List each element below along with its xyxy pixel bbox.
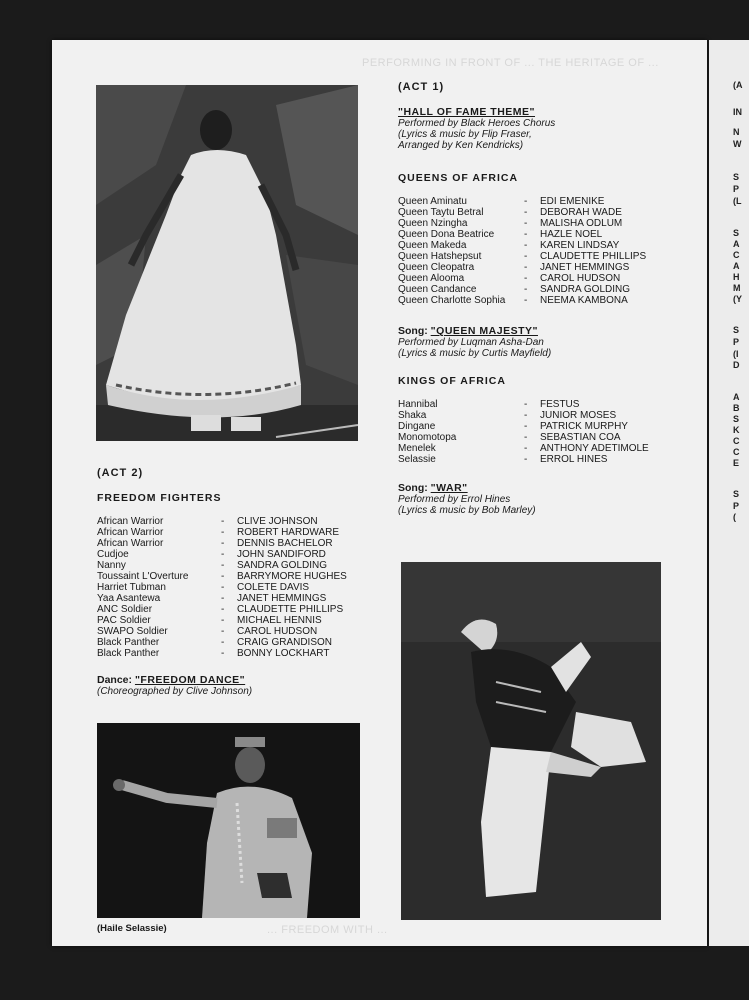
dancer-photo: [401, 562, 661, 920]
cast-dash: -: [524, 196, 528, 207]
edge-letter: C: [733, 447, 740, 457]
edge-letter: S: [733, 414, 740, 424]
edge-letter: S: [733, 172, 740, 182]
edge-letter: C: [733, 436, 740, 446]
cast-actor: HAZLE NOEL: [540, 229, 603, 240]
cast-actor: CAROL HUDSON: [237, 626, 318, 637]
freedom-dance-credit: (Choreographed by Clive Johnson): [97, 686, 253, 697]
queen-majesty-line: [398, 326, 688, 337]
queen-majesty-performed: Performed by Luqman Asha-Dan: [398, 337, 544, 348]
freedom-fighters-cast-list: [97, 516, 377, 659]
cast-row: [398, 295, 688, 306]
kings-heading: KINGS OF AFRICA: [398, 375, 506, 387]
cast-role: Hannibal: [398, 399, 438, 410]
queens-heading: QUEENS OF AFRICA: [398, 172, 519, 184]
cast-dash: -: [524, 410, 528, 421]
kings-cast-list: [398, 399, 688, 465]
cast-row: [398, 196, 688, 207]
cast-dash: -: [524, 207, 528, 218]
dance-prefix: Dance:: [97, 674, 135, 686]
cast-actor: ROBERT HARDWARE: [237, 527, 340, 538]
song-prefix: Song:: [398, 325, 431, 337]
edge-letter: B: [733, 403, 740, 413]
cast-role: African Warrior: [97, 538, 164, 549]
freedom-dance-block: [97, 675, 377, 697]
cast-row: [398, 207, 688, 218]
header-ghost-text: PERFORMING IN FRONT OF ... THE HERITAGE OF ...: [362, 57, 659, 69]
cast-dash: -: [524, 273, 528, 284]
queen-majesty-title: "QUEEN MAJESTY": [430, 325, 538, 337]
edge-letter: S: [733, 228, 740, 238]
cast-actor: SANDRA GOLDING: [237, 560, 328, 571]
cast-row: [97, 582, 377, 593]
cast-row: [97, 549, 377, 560]
edge-letter: K: [733, 425, 740, 435]
cast-row: [398, 262, 688, 273]
cast-row: [398, 240, 688, 251]
cast-actor: SANDRA GOLDING: [540, 284, 631, 295]
cast-actor: DEBORAH WADE: [540, 207, 622, 218]
cast-actor: BARRYMORE HUGHES: [237, 571, 347, 582]
cast-actor: COLETE DAVIS: [237, 582, 310, 593]
cast-dash: -: [221, 637, 225, 648]
cast-role: Nanny: [97, 560, 126, 571]
edge-letter: C: [733, 250, 740, 260]
edge-letter: P: [733, 501, 740, 511]
cast-role: ANC Soldier: [97, 604, 153, 615]
cast-dash: -: [524, 262, 528, 273]
edge-letter: N: [733, 127, 740, 137]
edge-letter: P: [733, 337, 740, 347]
cast-role: Shaka: [398, 410, 427, 421]
edge-letter: W: [733, 139, 742, 149]
cast-row: [398, 251, 688, 262]
cast-actor: SEBASTIAN COA: [540, 432, 621, 443]
edge-letter: (I: [733, 349, 739, 359]
act1-heading: (ACT 1): [398, 81, 445, 93]
cast-role: Queen Aminatu: [398, 196, 467, 207]
war-performed: Performed by Errol Hines: [398, 494, 511, 505]
cast-role: Queen Dona Beatrice: [398, 229, 495, 240]
cast-actor: BONNY LOCKHART: [237, 648, 330, 659]
cast-dash: -: [524, 295, 528, 306]
cast-row: [398, 399, 688, 410]
cast-dash: -: [524, 229, 528, 240]
edge-letter: P: [733, 184, 740, 194]
cast-dash: -: [221, 582, 225, 593]
program-page: [52, 40, 707, 946]
war-credit: (Lyrics & music by Bob Marley): [398, 505, 536, 516]
cast-role: Queen Alooma: [398, 273, 465, 284]
cast-dash: -: [221, 648, 225, 659]
cast-row: [398, 218, 688, 229]
cast-row: [97, 648, 377, 659]
hall-of-fame-title: "HALL OF FAME THEME": [398, 106, 536, 118]
edge-letter: (: [733, 512, 736, 522]
cast-role: PAC Soldier: [97, 615, 151, 626]
cast-dash: -: [524, 443, 528, 454]
act1-column: [398, 82, 688, 516]
cast-role: Queen Charlotte Sophia: [398, 295, 506, 306]
edge-letter: D: [733, 360, 740, 370]
cast-actor: CRAIG GRANDISON: [237, 637, 333, 648]
cast-dash: -: [221, 615, 225, 626]
cast-actor: MALISHA ODLUM: [540, 218, 623, 229]
song-prefix: Song:: [398, 482, 431, 494]
cast-actor: EDI EMENIKE: [540, 196, 605, 207]
cast-actor: ERROL HINES: [540, 454, 608, 465]
hall-of-fame-credit-1: (Lyrics & music by Flip Fraser,: [398, 129, 532, 140]
footer-ghost-text: ... FREEDOM WITH ...: [267, 924, 388, 936]
cast-row: [97, 538, 377, 549]
hall-of-fame-block: [398, 107, 688, 151]
cast-role: SWAPO Soldier: [97, 626, 168, 637]
hall-of-fame-performed: Performed by Black Heroes Chorus: [398, 118, 556, 129]
haile-selassie-photo: [97, 723, 360, 918]
edge-letter: S: [733, 489, 740, 499]
edge-letter: S: [733, 325, 740, 335]
cast-row: [398, 229, 688, 240]
cast-actor: JANET HEMMINGS: [540, 262, 630, 273]
cast-row: [398, 432, 688, 443]
cast-row: [97, 637, 377, 648]
cast-role: Yaa Asantewa: [97, 593, 161, 604]
queens-cast-list: [398, 196, 688, 306]
cast-role: Toussaint L'Overture: [97, 571, 189, 582]
queen-majesty-block: [398, 326, 688, 359]
cast-row: [398, 421, 688, 432]
next-page-edge: [709, 40, 749, 946]
cast-role: Harriet Tubman: [97, 582, 166, 593]
cast-row: [97, 516, 377, 527]
cast-dash: -: [524, 218, 528, 229]
cast-role: Queen Taytu Betral: [398, 207, 484, 218]
edge-letter: (L: [733, 196, 742, 206]
war-line: [398, 483, 688, 494]
cast-role: Cudjoe: [97, 549, 129, 560]
cast-actor: DENNIS BACHELOR: [237, 538, 333, 549]
edge-letter: (Y: [733, 294, 742, 304]
cast-actor: NEEMA KAMBONA: [540, 295, 628, 306]
cast-dash: -: [524, 432, 528, 443]
cast-dash: -: [524, 284, 528, 295]
act2-column: [97, 468, 377, 697]
cast-role: Black Panther: [97, 648, 160, 659]
cast-dash: -: [221, 560, 225, 571]
edge-letter: A: [733, 261, 740, 271]
queen-majesty-credit: (Lyrics & music by Curtis Mayfield): [398, 348, 552, 359]
cast-dash: -: [524, 240, 528, 251]
photo-caption: (Haile Selassie): [97, 923, 167, 934]
cast-row: [97, 571, 377, 582]
war-title: "WAR": [430, 482, 468, 494]
cast-role: Queen Nzingha: [398, 218, 468, 229]
cast-row: [398, 410, 688, 421]
edge-letter: A: [733, 392, 740, 402]
cast-role: Queen Hatshepsut: [398, 251, 482, 262]
cast-role: Dingane: [398, 421, 436, 432]
cast-row: [97, 593, 377, 604]
cast-actor: JANET HEMMINGS: [237, 593, 327, 604]
cast-dash: -: [221, 549, 225, 560]
cast-dash: -: [221, 527, 225, 538]
cast-actor: CLAUDETTE PHILLIPS: [540, 251, 647, 262]
edge-letter: M: [733, 283, 741, 293]
cast-role: African Warrior: [97, 516, 164, 527]
edge-letter: (A: [733, 80, 743, 90]
cast-row: [398, 273, 688, 284]
cast-actor: ANTHONY ADETIMOLE: [540, 443, 649, 454]
cast-row: [97, 560, 377, 571]
queen-photo: [96, 85, 358, 441]
cast-row: [97, 527, 377, 538]
cast-row: [398, 443, 688, 454]
freedom-dance-line: [97, 675, 377, 686]
cast-role: African Warrior: [97, 527, 164, 538]
cast-role: Black Panther: [97, 637, 160, 648]
cast-dash: -: [221, 516, 225, 527]
edge-letter: E: [733, 458, 740, 468]
war-block: [398, 483, 688, 516]
cast-dash: -: [524, 421, 528, 432]
freedom-fighters-heading: FREEDOM FIGHTERS: [97, 492, 222, 504]
cast-row: [97, 615, 377, 626]
cast-role: Queen Makeda: [398, 240, 467, 251]
cast-actor: KAREN LINDSAY: [540, 240, 620, 251]
edge-letter: H: [733, 272, 740, 282]
cast-role: Monomotopa: [398, 432, 457, 443]
act2-heading: (ACT 2): [97, 467, 144, 479]
cast-actor: CAROL HUDSON: [540, 273, 621, 284]
cast-role: Menelek: [398, 443, 436, 454]
cast-dash: -: [524, 251, 528, 262]
cast-actor: PATRICK MURPHY: [540, 421, 628, 432]
cast-role: Selassie: [398, 454, 436, 465]
freedom-dance-title: "FREEDOM DANCE": [134, 674, 246, 686]
edge-letter: A: [733, 239, 740, 249]
cast-actor: CLIVE JOHNSON: [237, 516, 318, 527]
cast-dash: -: [524, 454, 528, 465]
cast-actor: JOHN SANDIFORD: [237, 549, 326, 560]
cast-row: [97, 626, 377, 637]
cast-row: [398, 284, 688, 295]
cast-actor: FESTUS: [540, 399, 580, 410]
cast-dash: -: [221, 593, 225, 604]
cast-dash: -: [221, 571, 225, 582]
cast-dash: -: [221, 626, 225, 637]
cast-row: [97, 604, 377, 615]
cast-role: Queen Candance: [398, 284, 477, 295]
hall-of-fame-credit-2: Arranged by Ken Kendricks): [398, 140, 524, 151]
cast-role: Queen Cleopatra: [398, 262, 475, 273]
cast-actor: CLAUDETTE PHILLIPS: [237, 604, 344, 615]
cast-dash: -: [221, 604, 225, 615]
cast-actor: MICHAEL HENNIS: [237, 615, 322, 626]
cast-dash: -: [221, 538, 225, 549]
cast-row: [398, 454, 688, 465]
cast-actor: JUNIOR MOSES: [540, 410, 617, 421]
cast-dash: -: [524, 399, 528, 410]
edge-letter: IN: [733, 107, 742, 117]
